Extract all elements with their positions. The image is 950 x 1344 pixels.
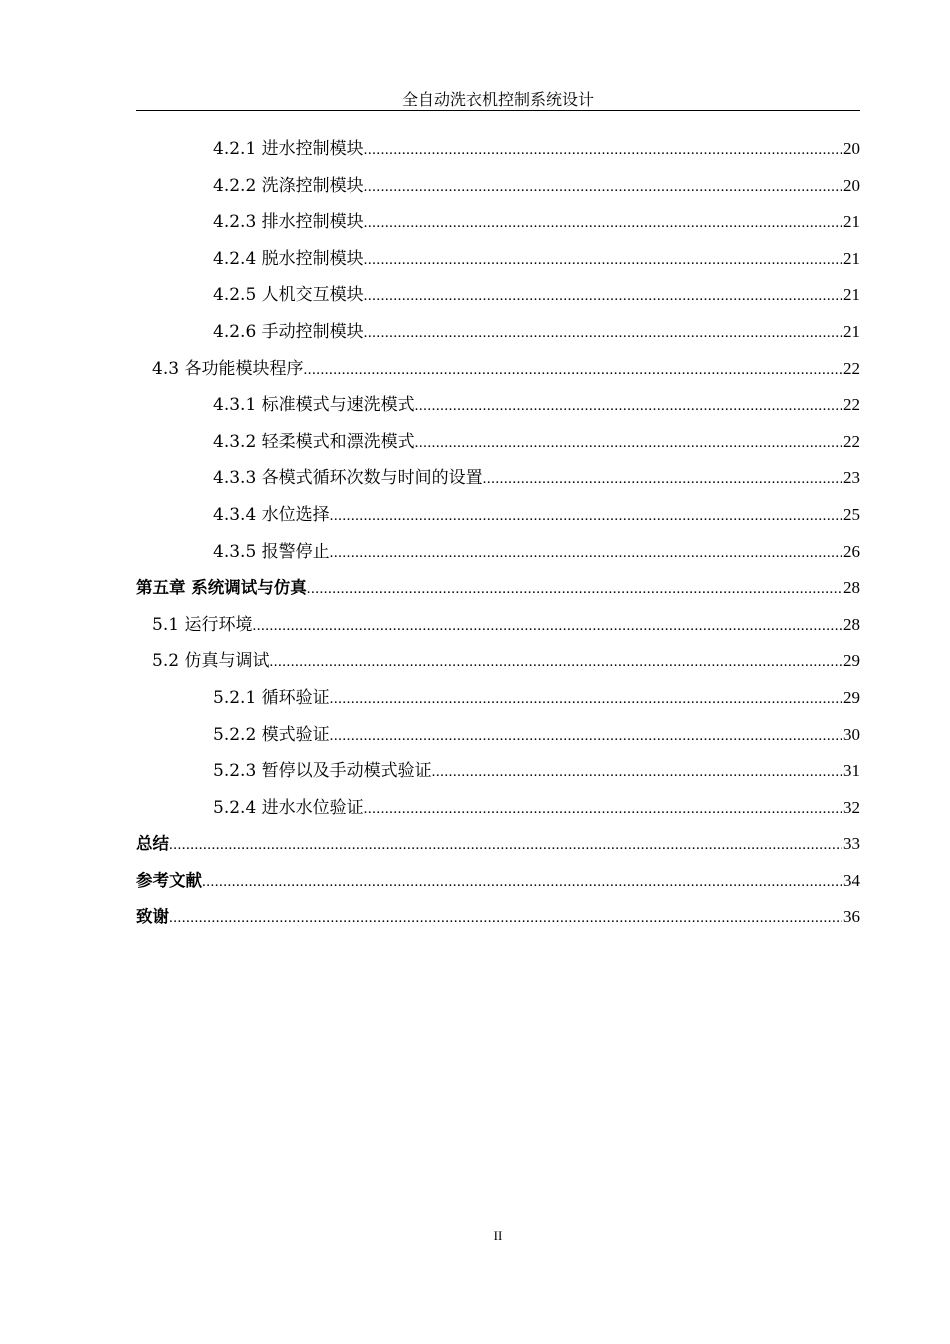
toc-entry[interactable]: [136, 790, 860, 827]
toc-dot-leader: [252, 608, 842, 645]
toc-entry-page: 28: [843, 578, 860, 598]
toc-entry-page: 30: [843, 724, 860, 744]
toc-entry-page: 36: [843, 907, 860, 927]
toc-entry[interactable]: [136, 497, 860, 534]
toc-entry-title: 4.3.2 轻柔模式和漂洗模式: [213, 431, 415, 452]
toc-dot-leader: [364, 205, 842, 242]
toc-entry-title: 4.3.1 标准模式与速洗模式: [213, 395, 415, 416]
toc-dot-leader: [330, 498, 842, 535]
toc-entry-title: 4.2.5 人机交互模块: [213, 285, 364, 306]
toc-dot-leader: [364, 169, 842, 206]
toc-dot-leader: [364, 791, 842, 828]
toc-entry-title: 5.1 运行环境: [152, 614, 253, 635]
toc-entry-title: 第五章 系统调试与仿真: [136, 578, 307, 598]
toc-entry-page: 25: [843, 504, 860, 524]
running-header: 全自动洗衣机控制系统设计: [401, 90, 594, 109]
toc-entry-title: 5.2.3 暂停以及手动模式验证: [213, 761, 432, 782]
toc-dot-leader: [483, 461, 842, 498]
toc-entry-title: 4.3.5 报警停止: [213, 541, 330, 562]
toc-entry[interactable]: [136, 314, 860, 351]
toc-entry-chapter[interactable]: [136, 899, 860, 936]
toc-entry[interactable]: [136, 424, 860, 461]
toc-entry[interactable]: [136, 680, 860, 717]
toc-entry-page: 29: [843, 651, 860, 671]
toc-dot-leader: [303, 352, 842, 389]
toc-dot-leader: [330, 718, 842, 755]
toc-dot-leader: [364, 132, 842, 169]
toc-entry-page: 21: [843, 285, 860, 305]
toc-entry-page: 34: [843, 870, 860, 890]
toc-entry-title: 4.2.4 脱水控制模块: [213, 248, 364, 269]
toc-entry-page: 20: [843, 175, 860, 195]
toc-entry-title: 4.2.2 洗涤控制模块: [213, 175, 364, 196]
toc-dot-leader: [169, 827, 842, 864]
toc-entry-page: 23: [843, 468, 860, 488]
toc-entry-title: 4.3.4 水位选择: [213, 504, 330, 525]
table-of-contents: [136, 131, 860, 936]
toc-entry-page: 21: [843, 248, 860, 268]
toc-entry-page: 31: [843, 761, 860, 781]
toc-dot-leader: [415, 388, 842, 425]
toc-entry-title: 4.3.3 各模式循环次数与时间的设置: [213, 468, 483, 489]
toc-dot-leader: [364, 242, 842, 279]
toc-entry[interactable]: [136, 460, 860, 497]
toc-entry-page: 22: [843, 395, 860, 415]
toc-dot-leader: [202, 864, 842, 901]
header-rule: [136, 110, 860, 111]
toc-entry[interactable]: [136, 351, 860, 388]
toc-entry-title: 5.2.1 循环验证: [213, 687, 330, 708]
toc-entry-chapter[interactable]: [136, 863, 860, 900]
toc-entry[interactable]: [136, 131, 860, 168]
toc-entry-title: 5.2.4 进水水位验证: [213, 797, 364, 818]
toc-dot-leader: [330, 535, 842, 572]
toc-entry-page: 21: [843, 321, 860, 341]
toc-entry-title: 4.2.1 进水控制模块: [213, 139, 364, 159]
toc-entry-page: 26: [843, 541, 860, 561]
toc-entry-page: 32: [843, 797, 860, 817]
toc-entry-title: 致谢: [136, 907, 169, 927]
toc-entry[interactable]: [136, 168, 860, 205]
toc-entry-title: 4.2.3 排水控制模块: [213, 212, 364, 233]
toc-entry[interactable]: [136, 643, 860, 680]
toc-entry[interactable]: [136, 753, 860, 790]
toc-entry-page: 21: [843, 212, 860, 232]
toc-entry[interactable]: [136, 204, 860, 241]
toc-dot-leader: [364, 315, 842, 352]
toc-entry-chapter[interactable]: [136, 570, 860, 607]
toc-dot-leader: [364, 278, 842, 315]
toc-dot-leader: [330, 681, 842, 718]
toc-entry-title: 4.2.6 手动控制模块: [213, 321, 364, 342]
page-number: II: [493, 1228, 503, 1243]
toc-entry-title: 5.2.2 模式验证: [213, 724, 330, 745]
toc-entry-page: 20: [843, 139, 860, 158]
toc-entry-page: 29: [843, 687, 860, 707]
toc-entry-title: 总结: [136, 834, 169, 854]
toc-entry-title: 参考文献: [136, 870, 202, 890]
toc-entry-chapter[interactable]: [136, 826, 860, 863]
toc-entry-page: 33: [843, 834, 860, 854]
toc-entry[interactable]: [136, 241, 860, 278]
toc-entry[interactable]: [136, 534, 860, 571]
toc-dot-leader: [432, 754, 842, 791]
toc-dot-leader: [169, 900, 842, 937]
toc-dot-leader: [415, 425, 842, 462]
toc-entry[interactable]: [136, 387, 860, 424]
toc-entry-title: 4.3 各功能模块程序: [152, 358, 304, 379]
toc-entry-title: 5.2 仿真与调试: [152, 651, 270, 672]
toc-entry[interactable]: [136, 717, 860, 754]
toc-dot-leader: [307, 571, 842, 608]
toc-entry-page: 22: [843, 431, 860, 451]
toc-entry-page: 22: [843, 358, 860, 378]
toc-entry[interactable]: [136, 277, 860, 314]
toc-entry-page: 28: [843, 614, 860, 634]
toc-entry[interactable]: [136, 607, 860, 644]
toc-dot-leader: [269, 644, 842, 681]
